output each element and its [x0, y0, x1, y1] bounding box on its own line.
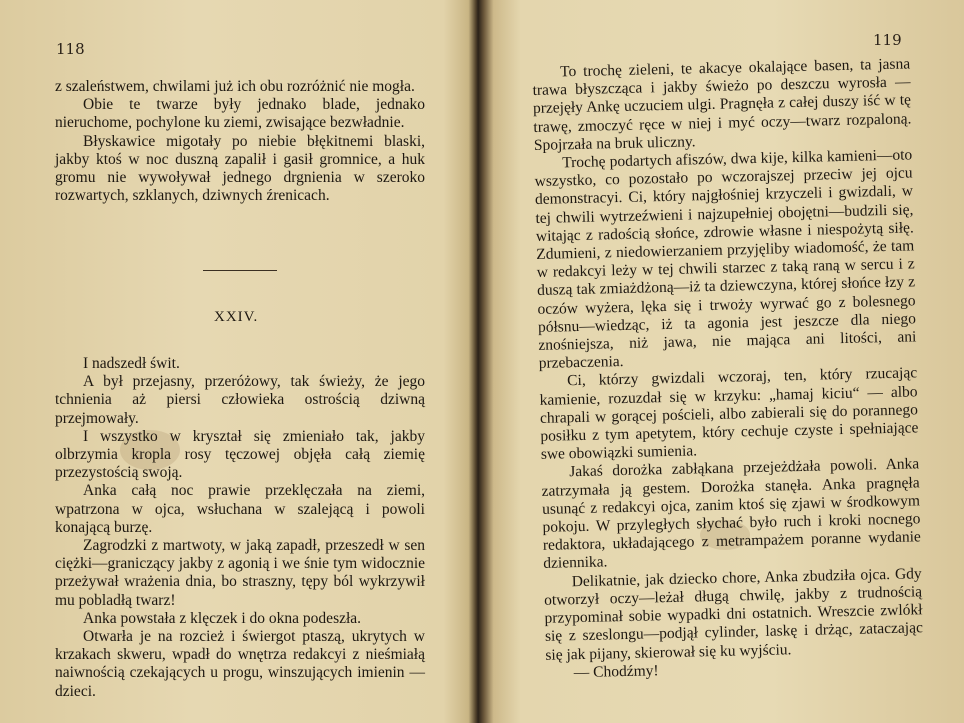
- paragraph: Zagrodzki z martwoty, w jaką zapadł, przeszedł w sen ciężki—graniczący jakby z agonią i we śnie tym widocznie przeżywał wrażenia dnia, bo straszny, tępy ból wykrzywił mu pobladłą twarz!: [55, 537, 425, 609]
- paragraph: — Chodźmy!: [573, 661, 659, 681]
- paragraph: I nadszedł świt.: [83, 355, 180, 372]
- chapter-heading: XXIV.: [214, 309, 259, 325]
- paragraph: Anka powstała z klęczek i do okna podeszła.: [83, 609, 362, 627]
- paragraph: Otwarła je na rozcież i świergot ptaszą, ukrytych w krzakach skweru, wpadł do wnętrza redakcyi z nieśmiałą naiwnością czekających u progu, winszujących imienin — dzieci.: [55, 628, 425, 700]
- paragraph: Delikatnie, jak dziecko chore, Anka zbudziła ojca. Gdy otworzył oczy—leżał długą chwilę, jakby z trudnością przypominał sobie wypadki dni ostatnich. Wreszcie zwlókł się z szeslongu—podjął cylinder, laskę i drżąc, zataczając się jak pijany, skierował się ku wyjściu.: [543, 564, 924, 664]
- paragraph: Anka całą noc prawie przeklęczała na ziemi, wpatrzona w ojca, wsłuchana w szalejącą i powoli konającą burzę.: [55, 482, 425, 536]
- section-divider: [203, 270, 277, 271]
- page-number: 119: [873, 31, 902, 49]
- page-number: 118: [56, 40, 85, 58]
- paragraph: To trochę zieleni, te akacye okalające basen, ta jasna trawa błyszcząca i jakby świeżo po deszczu wyrosła — przejęły Ankę uczuciem ulgi. Pragnęła z całej duszy iść w tę trawę, zmoczyć ręce w niej i myć oczy—twarz rozpaloną. Spojrzała na bruk uliczny.: [532, 55, 912, 154]
- paragraph: z szaleństwem, chwilami już ich obu rozróżnić nie mogła.: [55, 78, 415, 95]
- paragraph: A był przejasny, przeróżowy, tak świeży, że jego tchnienia aż piersi człowieka ostrością dziwną przejmowały.: [55, 373, 425, 427]
- body-text-top: [55, 78, 425, 205]
- paragraph: Trochę podartych afiszów, dwa kije, kilka kamieni—oto wszystko, co pozostało po wczorajszej przeciw jej ojcu demonstracyi. Ci, który najgłośniej krzyczeli i gwizdali, w tej chwili wytrzeźwieni i najzupełniej obojętni—budzili się, witając z radością słońce, zdrowie własne i niespożytą siłę. Zdumieni, z niedowierzaniem przyjęliby wiadomość, że tam w redakcyi leży w tej chwili starzec z taką raną w sercu i z duszą tak zmiażdżoną—iż ta dziewczyna, której słońce łzy z oczów wyżera, lęka się i trwoży wyrwać go z bolesnego półsnu—wiedząc, iż ta agonia jest jeszcze dla niego znośniejsza, niż jawa, nie mająca ani litości, ani przebaczenia.: [534, 146, 917, 373]
- paragraph: Błyskawice migotały po niebie błękitnemi blaski, jakby ktoś w noc duszną zapalił i gasił gromnice, a huk gromu nie wywoływał jednego drgnienia w szeroko rozwartych, szklanych, dziwnych źrenicach.: [55, 132, 425, 205]
- body-text-chapter: [55, 355, 425, 701]
- left-page: [0, 0, 478, 723]
- body-text: [532, 55, 924, 682]
- paragraph: Ci, którzy gwizdali wczoraj, ten, który rzucając kamienie, rozuzdał się w krzyku: „hamaj kiciu“ — albo chrapali w gorącej pościeli, albo zabierali się do porannego posiłku z tym apetytem, który cechuje czyste i spełniające swe obowiązki sumienia.: [539, 364, 919, 464]
- paragraph: Obie te twarze były jednako blade, jednako nieruchome, pochylone ku ziemi, zwisające bezwładnie.: [55, 96, 425, 132]
- right-page: [480, 0, 964, 723]
- paragraph: I wszystko w kryształ się zmieniało tak, jakby olbrzymia kropla rosy tęczowej objęła całą ziemię przezystością swoją.: [55, 427, 425, 482]
- paragraph: Jakaś dorożka zabłąkana przejeżdżała powoli. Anka zatrzymała ją gestem. Dorożka stanęła. Anka pragnęła usunąć z redakcyi ojca, zanim ktoś się zjawi w środkowym pokoju. W przyległych słychać było ruch i kroki nocnego redaktora, układającego z metrampażem poranne wydanie dziennika.: [541, 455, 922, 573]
